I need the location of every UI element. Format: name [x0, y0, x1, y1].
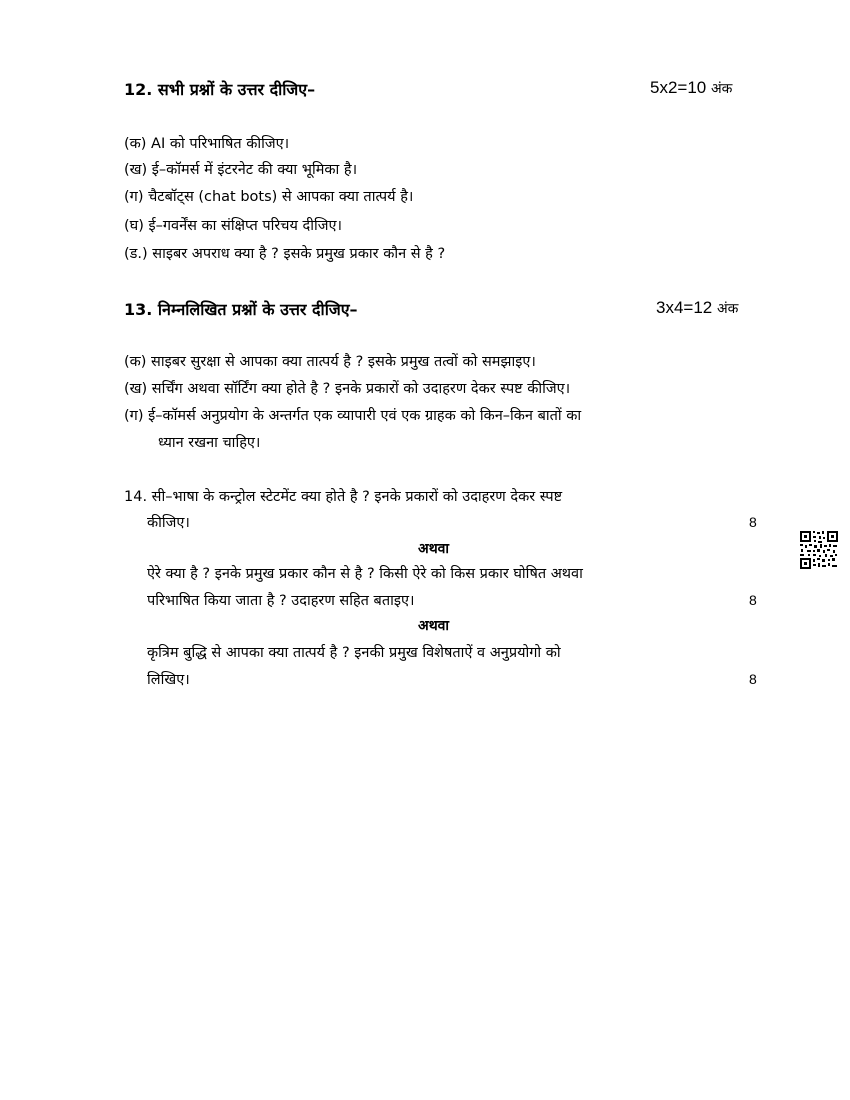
q14-mark-2: 8	[749, 592, 757, 608]
q12-item-nga: (ड.) साइबर अपराध क्या है ? इसके प्रमुख प्रकार कौन से है ?	[124, 246, 446, 262]
q13-marks	[656, 298, 738, 318]
q14-alt1-line1: ऐरे क्या है ? इनके प्रमुख प्रकार कौन से है ? किसी ऐरे को किस प्रकार घोषित अथवा	[147, 566, 583, 582]
q12-marks	[650, 78, 732, 98]
q13-item-ga-cont: ध्यान रखना चाहिए।	[158, 435, 261, 451]
q12-item-kha: (ख) ई–कॉमर्स में इंटरनेट की क्या भूमिका है।	[124, 162, 358, 178]
q13-item-ka: (क) साइबर सुरक्षा से आपका क्या तात्पर्य है ? इसके प्रमुख तत्वों को समझाइए।	[124, 354, 536, 370]
q14-line1: 14. सी–भाषा के कन्ट्रोल स्टेटमेंट क्या होते है ? इनके प्रकारों को उदाहरण देकर स्पष्ट	[124, 489, 563, 505]
q13-marks-value: 3x4=12	[656, 298, 713, 317]
q12-item-ga	[124, 186, 413, 206]
q14-alt2-line2: लिखिए।	[147, 672, 190, 688]
q13-heading: 13. निम्नलिखित प्रश्नों के उत्तर दीजिए–	[124, 300, 358, 319]
q14-mark-1: 8	[749, 514, 757, 530]
q14-or-2: अथवा	[418, 618, 450, 634]
q12-marks-value: 5x2=10	[650, 78, 707, 97]
q12-heading: 12. सभी प्रश्नों के उत्तर दीजिए–	[124, 80, 316, 99]
q14-or-1: अथवा	[418, 541, 450, 557]
q14-alt1-line2: परिभाषित किया जाता है ? उदाहरण सहित बताइए।	[147, 593, 415, 609]
q12-marks-unit: अंक	[710, 81, 733, 97]
q12-item-ga-text: (ग) चैटबॉट्स (chat bots) से आपका क्या तात्पर्य है।	[124, 189, 414, 205]
qr-code-icon	[799, 530, 839, 570]
q13-item-ga: (ग) ई–कॉमर्स अनुप्रयोग के अन्तर्गत एक व्यापारी एवं एक ग्राहक को किन–किन बातों का	[124, 408, 582, 424]
q14-mark-3: 8	[749, 671, 757, 687]
q13-marks-unit: अंक	[716, 301, 739, 317]
q13-item-kha: (ख) सर्चिंग अथवा सॉर्टिंग क्या होते है ? इनके प्रकारों को उदाहरण देकर स्पष्ट कीजिए।	[124, 381, 571, 397]
q12-item-ka: (क) AI को परिभाषित कीजिए।	[124, 136, 290, 152]
q14-line2: कीजिए।	[147, 515, 190, 531]
q12-item-gha: (घ) ई–गवर्नेंस का संक्षिप्त परिचय दीजिए।	[124, 218, 342, 234]
q14-alt2-line1: कृत्रिम बुद्धि से आपका क्या तात्पर्य है ? इनकी प्रमुख विशेषताऐं व अनुप्रयोगो को	[147, 645, 561, 661]
